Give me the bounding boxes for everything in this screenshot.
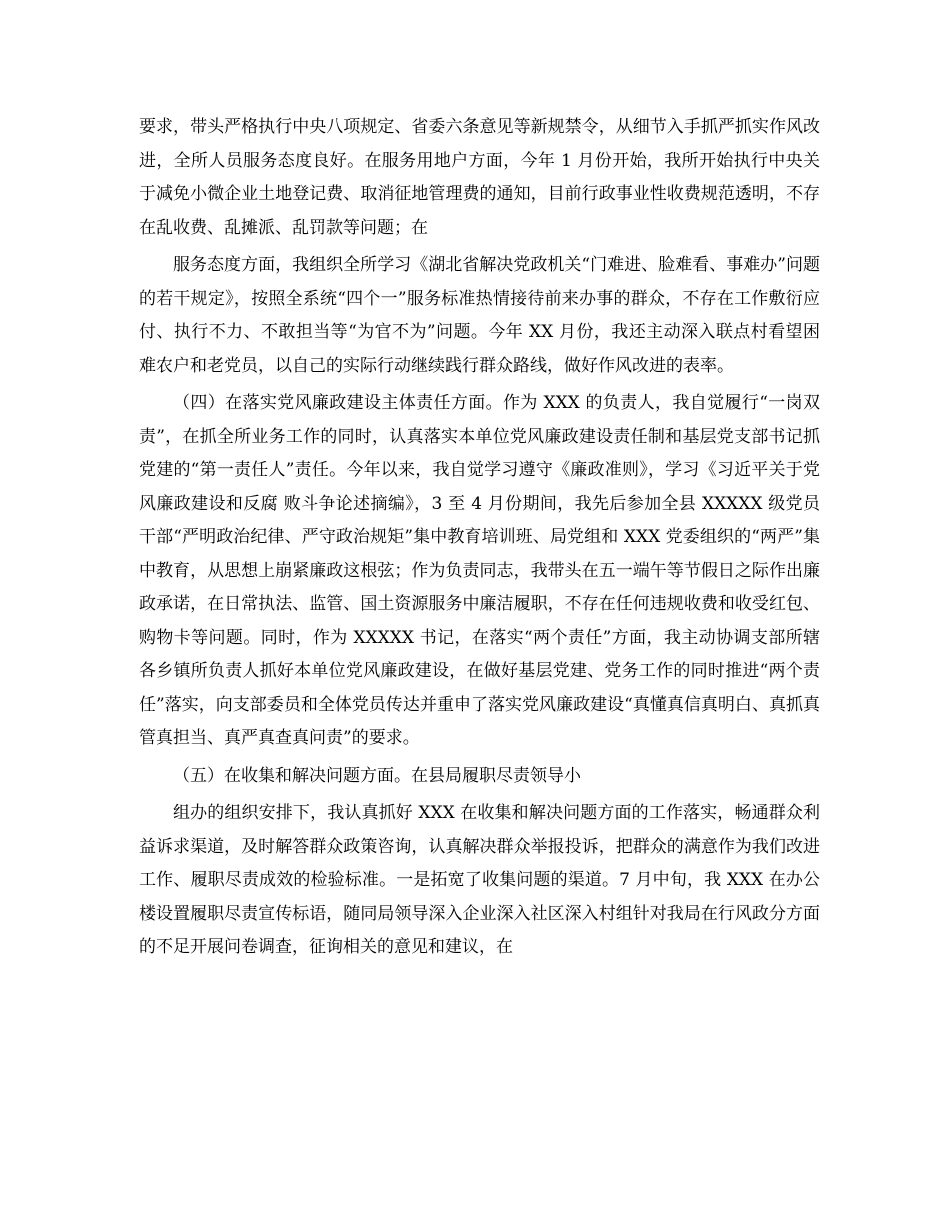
paragraph-5: 组办的组织安排下，我认真抓好 XXX 在收集和解决问题方面的工作落实，畅通群众利益诉求渠道，及时解答群众政策咨询，认真解决群众举报投诉，把群众的满意作为我们改进工作、履职尽责成效的检验标准。一是拓宽了收集问题的渠道。7 月中旬，我 XXX 在办公楼设置履职尽责宣传标语，随同局领导深入企业深入社区深入村组针对我局在行风政分方面的不足开展问卷调查，征询相关的意见和建议，在 [139,803,820,957]
document-body [139,111,820,965]
paragraph-4: （五）在收集和解决问题方面。在县局履职尽责领导小 [173,765,581,786]
paragraph-1: 要求，带头严格执行中央八项规定、省委六条意见等新规禁令，从细节入手抓严抓实作风改进，全所人员服务态度良好。在服务用地户方面，今年 1 月份开始，我所开始执行中央关于减免小微企业土地登记费、取消征地管理费的通知，目前行政事业性收费规范透明，不存在乱收费、乱摊派、乱罚款等问题；在 [139,117,820,238]
paragraph-2: 服务态度方面，我组织全所学习《湖北省解决党政机关“门难进、脸难看、事难办”问题的若干规定》，按照全系统“四个一”服务标准热情接待前来办事的群众，不存在工作敷衍应付、执行不力、不敢担当等“为官不为”问题。今年 XX 月份，我还主动深入联点村看望困难农户和老党员，以自己的实际行动继续践行群众路线，做好作风改进的表率。 [139,255,820,376]
paragraph-3: （四）在落实党风廉政建设主体责任方面。作为 XXX 的负责人，我自觉履行“一岗双责”，在抓全所业务工作的同时，认真落实本单位党风廉政建设责任制和基层党支部书记抓党建的“第一责任人”责任。今年以来，我自觉学习遵守《廉政准则》，学习《习近平关于党风廉政建设和反腐 败斗争论述摘编》，3 至 4 月份期间，我先后参加全县 XXXXX 级党员干部“严明政治纪律、严守政治规矩”集中教育培训班、局党组和 XXX 党委组织的“两严”集中教育，从思想上崩紧廉政这根弦；作为负责同志，我带头在五一端午等节假日之际作出廉政承诺，在日常执法、监管、国土资源服务中廉洁履职，不存在任何违规收费和收受红包、购物卡等问题。同时，作为 XXXXX 书记，在落实“两个责任”方面，我主动协调支部所辖各乡镇所负责人抓好本单位党风廉政建设，在做好基层党建、党务工作的同时推进“两个责任”落实，向支部委员和全体党员传达并重申了落实党风廉政建设“真懂真信真明白、真抓真管真担当、真严真查真问责”的要求。 [139,393,820,748]
